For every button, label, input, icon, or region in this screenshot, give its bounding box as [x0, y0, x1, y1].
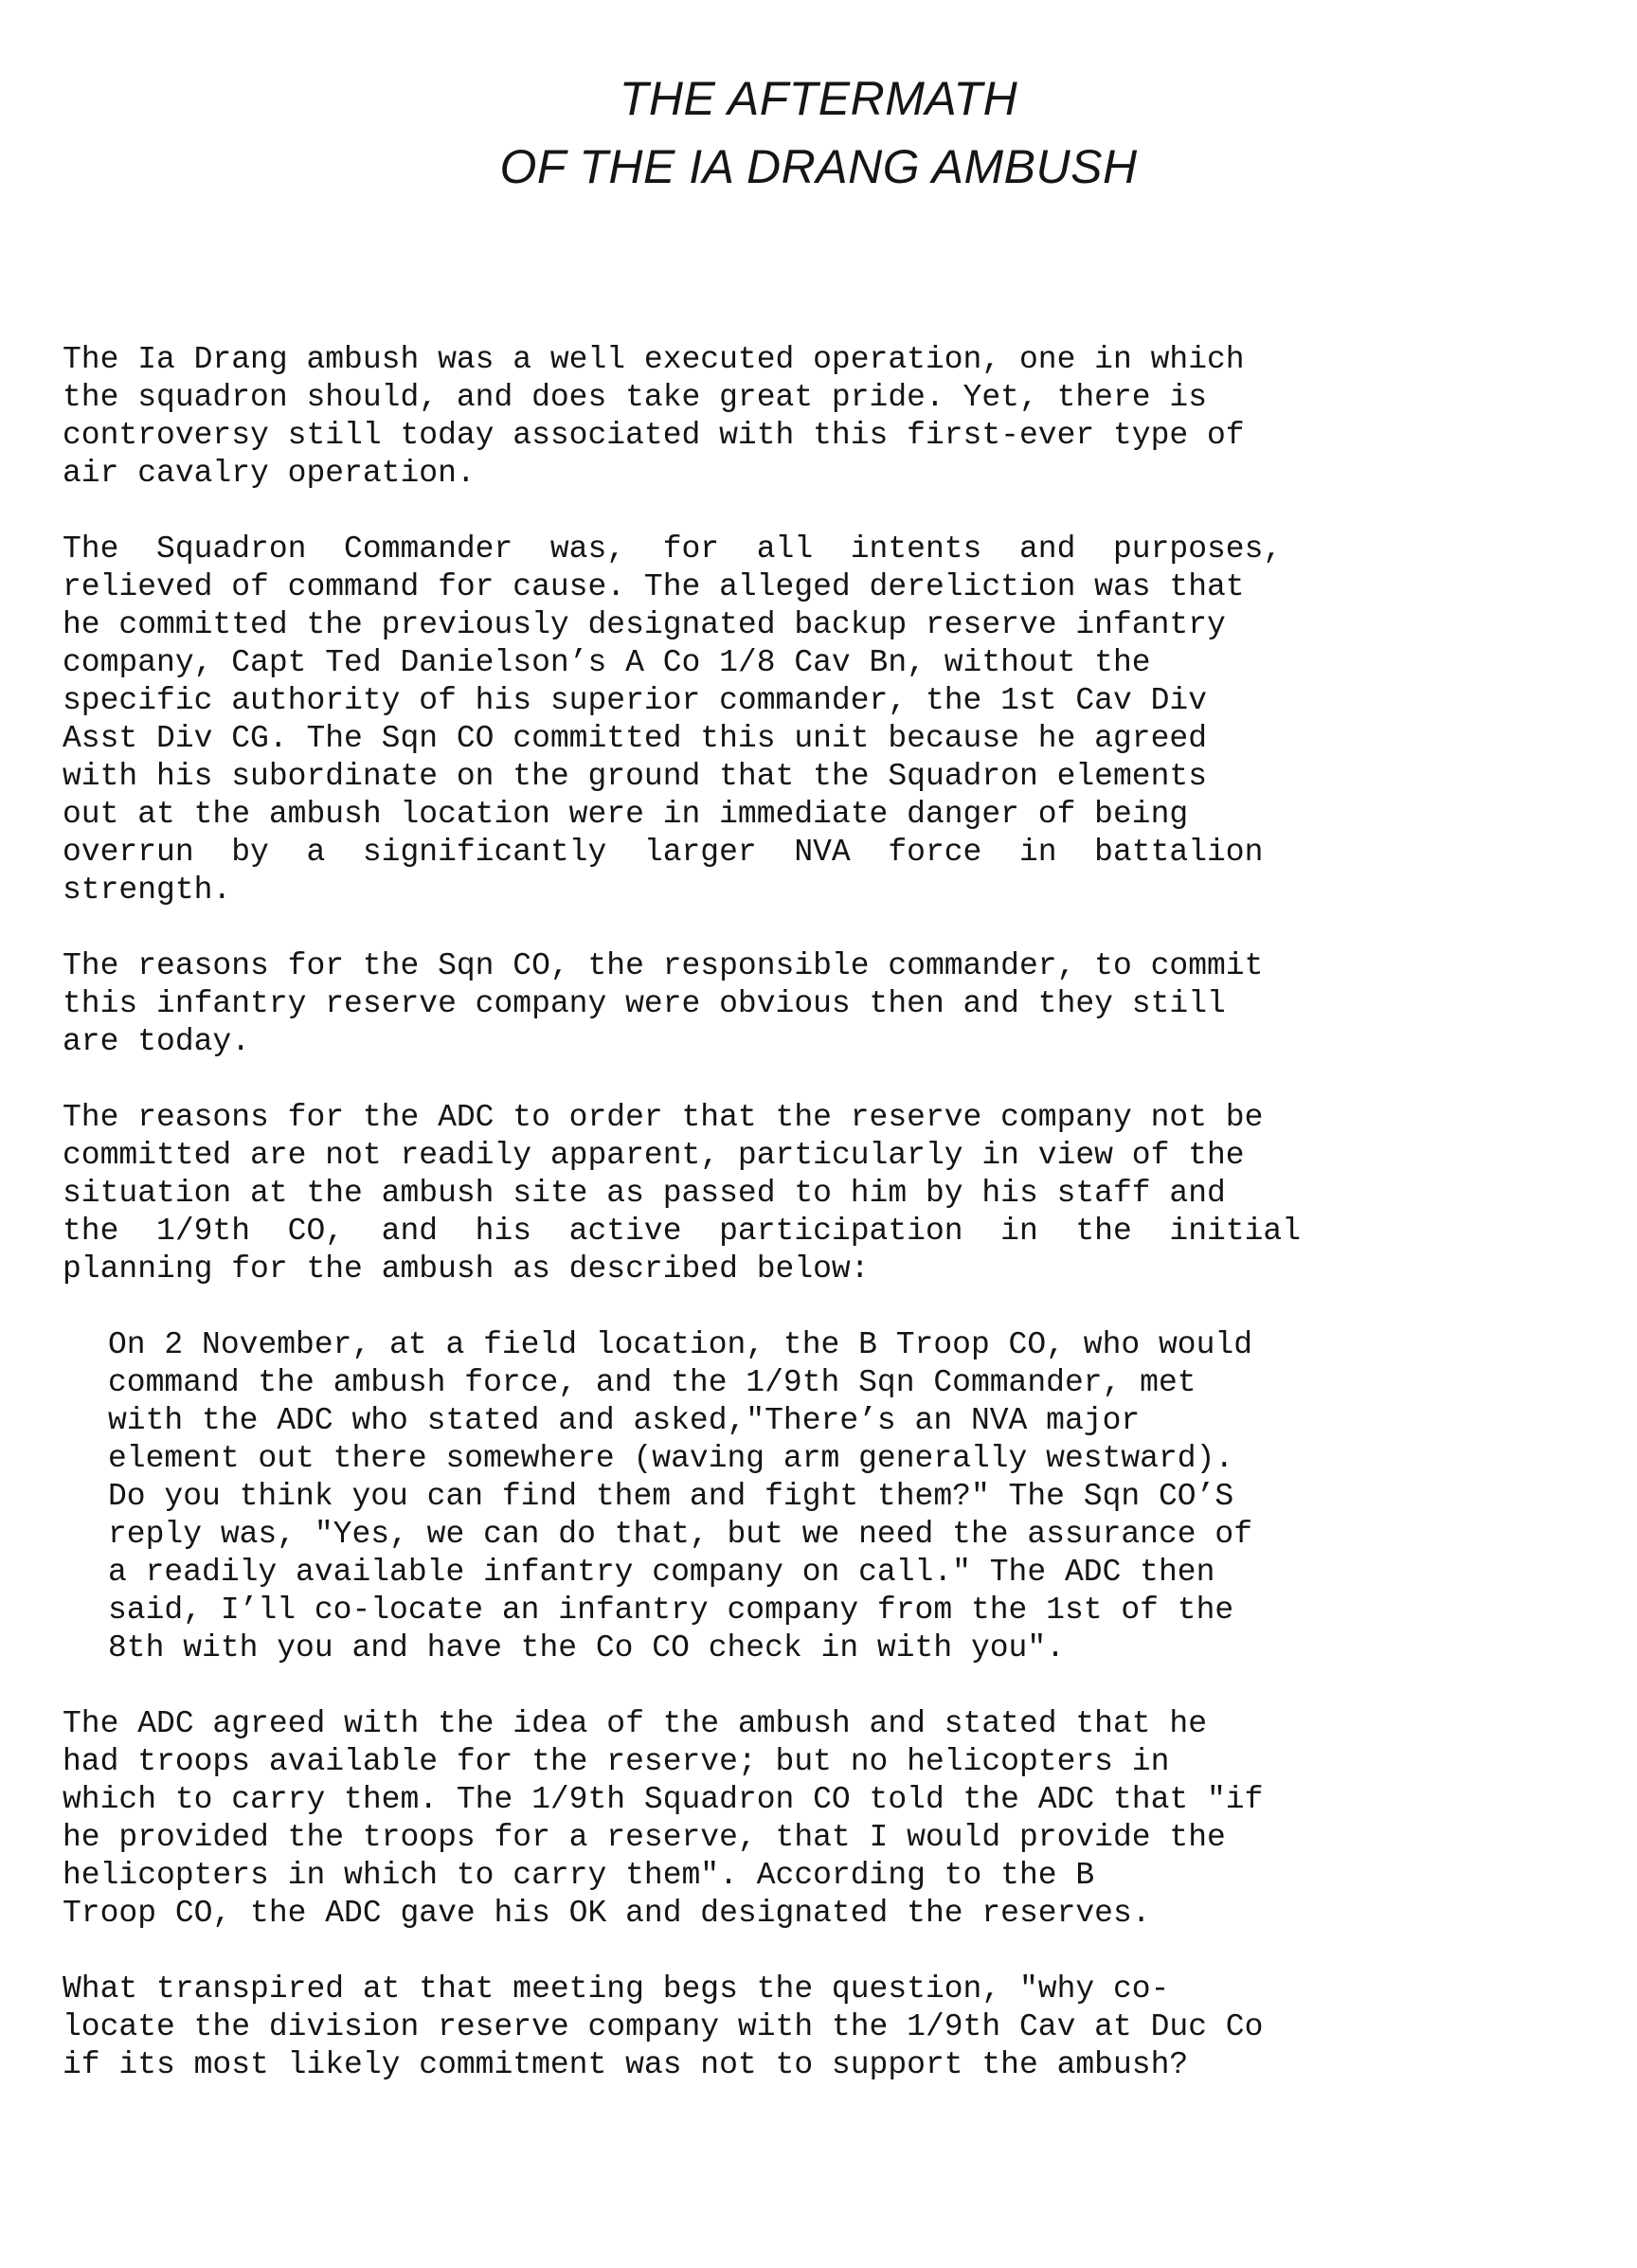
text-line: air cavalry operation.: [63, 456, 476, 491]
text-line: Troop CO, the ADC gave his OK and designated the reserves.: [63, 1896, 1151, 1931]
text-line: The reasons for the ADC to order that the reserve company not be: [63, 1100, 1264, 1135]
text-line: if its most likely commitment was not to support the ambush?: [63, 2047, 1189, 2082]
text-line: the squadron should, and does take great pride. Yet, there is: [63, 380, 1207, 415]
text-line: The Ia Drang ambush was a well executed operation, one in which: [63, 342, 1245, 377]
title-line-1: THE AFTERMATH: [619, 72, 1018, 125]
text-line: with the ADC who stated and asked,"There’s an NVA major: [108, 1403, 1141, 1438]
paragraph-sqn-co-reasons: [63, 947, 1493, 1061]
text-line: On 2 November, at a field location, the B Troop CO, who would: [108, 1327, 1252, 1362]
text-line: he committed the previously designated backup reserve infantry: [63, 607, 1226, 642]
text-line: committed are not readily apparent, particularly in view of the: [63, 1138, 1245, 1173]
text-line: strength.: [63, 873, 232, 908]
text-line: planning for the ambush as described below:: [63, 1251, 870, 1287]
text-line: element out there somewhere (waving arm generally westward).: [108, 1441, 1234, 1476]
text-line: which to carry them. The 1/9th Squadron CO told the ADC that "if: [63, 1782, 1264, 1817]
paragraph-relieved-of-command: [63, 531, 1493, 909]
text-line: command the ambush force, and the 1/9th Sqn Commander, met: [108, 1365, 1196, 1400]
text-line: situation at the ambush site as passed to him by his staff and: [63, 1176, 1226, 1211]
paragraph-question: [63, 1971, 1493, 2084]
text-line: said, I’ll co-locate an infantry company from the 1st of the: [108, 1593, 1234, 1628]
text-line: Do you think you can find them and fight them?" The Sqn CO’S: [108, 1479, 1234, 1514]
text-line: The reasons for the Sqn CO, the responsible commander, to commit: [63, 948, 1264, 983]
text-line: reply was, "Yes, we can do that, but we need the assurance of: [108, 1517, 1252, 1552]
text-line: out at the ambush location were in immediate danger of being: [63, 797, 1189, 832]
text-line: a readily available infantry company on call." The ADC then: [108, 1555, 1215, 1590]
title-line-2: OF THE IA DRANG AMBUSH: [499, 140, 1138, 193]
document-body: [63, 341, 1493, 2122]
paragraph-intro: [63, 341, 1493, 493]
text-line: controversy still today associated with this first-ever type of: [63, 418, 1245, 453]
paragraph-adc-reasons: [63, 1099, 1493, 1288]
text-line: The Squadron Commander was, for all intents and purposes,: [63, 531, 1283, 567]
text-line: relieved of command for cause. The alleged dereliction was that: [63, 569, 1245, 604]
text-line: with his subordinate on the ground that the Squadron elements: [63, 759, 1207, 794]
text-line: he provided the troops for a reserve, that I would provide the: [63, 1820, 1226, 1855]
text-line: this infantry reserve company were obvious then and they still: [63, 986, 1226, 1021]
text-line: 8th with you and have the Co CO check in with you".: [108, 1630, 1065, 1665]
paragraph-adc-agreed: [63, 1705, 1493, 1933]
text-line: the 1/9th CO, and his active participation in the initial: [63, 1214, 1302, 1249]
text-line: helicopters in which to carry them". According to the B: [63, 1858, 1095, 1893]
text-line: company, Capt Ted Danielson’s A Co 1/8 Cav Bn, without the: [63, 645, 1151, 680]
indented-quote-meeting: [108, 1326, 1493, 1667]
text-line: overrun by a significantly larger NVA force in battalion: [63, 835, 1264, 870]
text-line: are today.: [63, 1024, 251, 1059]
text-line: had troops available for the reserve; but no helicopters in: [63, 1744, 1170, 1779]
text-line: specific authority of his superior commander, the 1st Cav Div: [63, 683, 1207, 718]
text-line: locate the division reserve company with the 1/9th Cav at Duc Co: [63, 2009, 1264, 2044]
document-title: [0, 64, 1637, 201]
text-line: The ADC agreed with the idea of the ambush and stated that he: [63, 1706, 1207, 1741]
text-line: Asst Div CG. The Sqn CO committed this unit because he agreed: [63, 721, 1207, 756]
text-line: What transpired at that meeting begs the question, "why co-: [63, 1971, 1170, 2007]
